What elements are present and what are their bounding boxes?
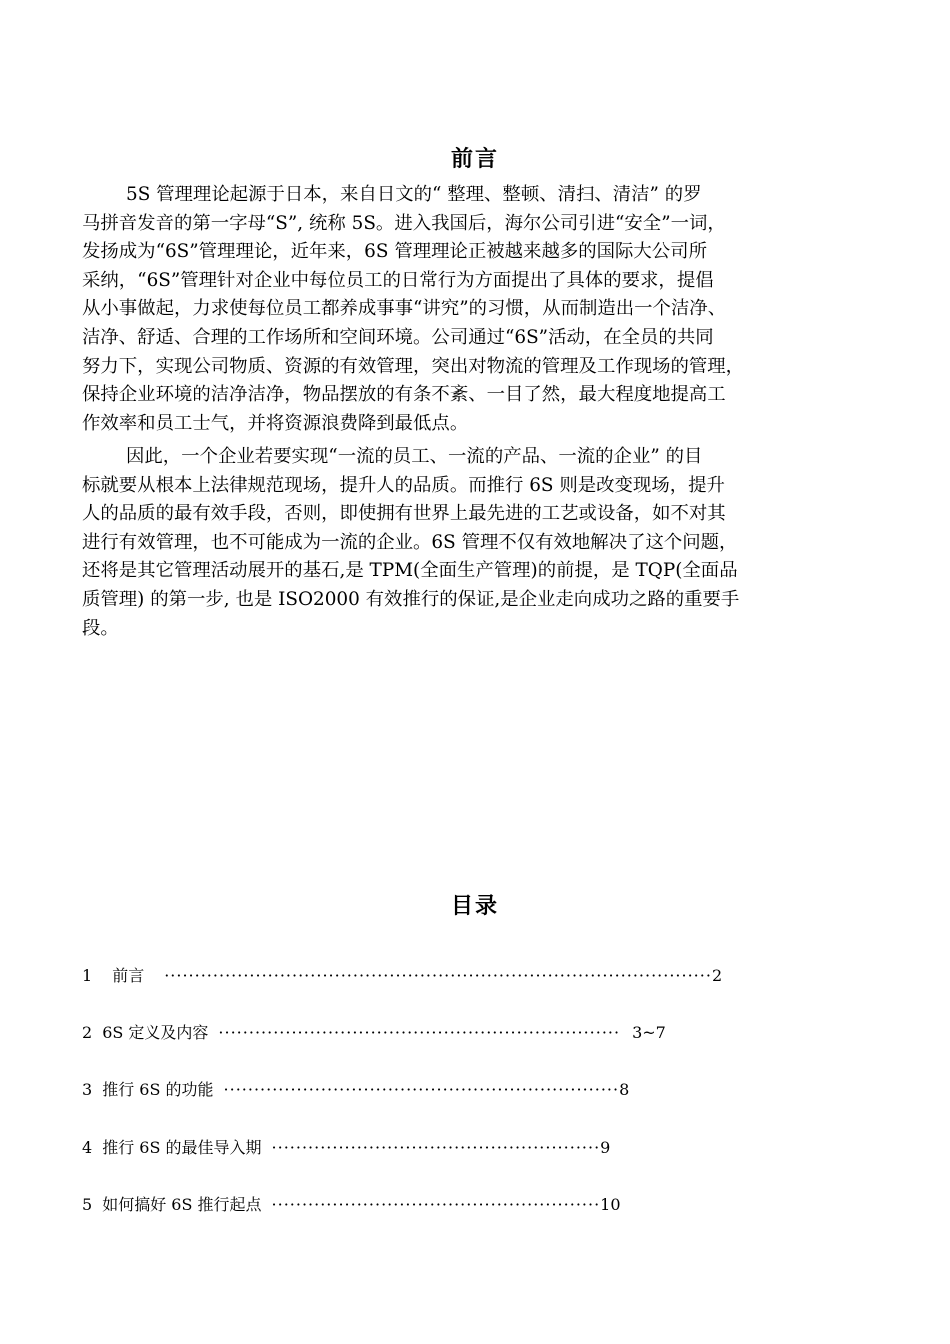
paragraph-line: 人的品质的最有效手段，否则，即使拥有世界上最先进的工艺或设备，如不对其 bbox=[82, 503, 726, 525]
toc-entry-label: 如何搞好 6S 推行起点 bbox=[102, 1195, 262, 1214]
paragraph-line: 还将是其它管理活动展开的基石,是 TPM(全面生产管理)的前提，是 TQP(全面品 bbox=[82, 560, 738, 582]
paragraph-line: 5S 管理理论起源于日本，来自日文的“ 整理、整顿、清扫、清洁” 的罗 bbox=[126, 184, 702, 205]
toc-entry-page: 3~7 bbox=[632, 1023, 666, 1042]
toc-dot-leader: ·························································································· bbox=[164, 966, 712, 985]
toc-entry-page: 2 bbox=[711, 966, 723, 985]
toc-entry-page: 8 bbox=[619, 1080, 630, 1099]
paragraph-line: 马拼音发音的第一字母“S”, 统称 5S。进入我国后，海尔公司引进“安全”一词， bbox=[82, 212, 726, 234]
toc-dot-leader: ······················································ bbox=[271, 1195, 601, 1214]
toc-entry[interactable] bbox=[82, 1020, 666, 1043]
toc-entry-number: 5 bbox=[82, 1195, 93, 1214]
paragraph-line: 努力下，实现公司物质、资源的有效管理，突出对物流的管理及工作现场的管理， bbox=[82, 355, 745, 377]
preface-paragraph-2 bbox=[82, 443, 878, 643]
toc-entry-number: 2 bbox=[82, 1023, 93, 1042]
paragraph-line: 段。 bbox=[82, 617, 119, 639]
toc-entry-number: 4 bbox=[82, 1138, 93, 1157]
toc-title: 目录 bbox=[450, 894, 499, 919]
paragraph-line: 进行有效管理，也不可能成为一流的企业。6S 管理不仅有效地解决了这个问题， bbox=[82, 531, 738, 553]
toc-dot-leader: ································································· bbox=[223, 1080, 620, 1099]
paragraph-line: 洁净、舒适、合理的工作场所和空间环境。公司通过“6S”活动，在全员的共同 bbox=[82, 326, 714, 348]
preface-title: 前言 bbox=[450, 147, 499, 172]
toc-entry-page: 9 bbox=[600, 1138, 611, 1157]
toc-entry-label: 推行 6S 的最佳导入期 bbox=[102, 1138, 262, 1157]
toc-entry-label: 前言 bbox=[112, 966, 145, 985]
paragraph-line: 因此，一个企业若要实现“一流的员工、一流的产品、一流的企业” 的目 bbox=[126, 446, 703, 467]
toc-entry[interactable] bbox=[82, 963, 722, 986]
toc-entry[interactable] bbox=[82, 1077, 629, 1100]
paragraph-line: 标就要从根本上法律规范现场，提升人的品质。而推行 6S 则是改变现场，提升 bbox=[82, 474, 725, 496]
toc-entry-number: 1 bbox=[82, 966, 93, 985]
paragraph-line: 作效率和员工士气，并将资源浪费降到最低点。 bbox=[82, 412, 469, 434]
paragraph-line: 发扬成为“6S”管理理论，近年来，6S 管理理论正被越来越多的国际大公司所 bbox=[82, 241, 707, 263]
paragraph-line: 从小事做起，力求使每位员工都养成事事“讲究”的习惯，从而制造出一个洁净、 bbox=[82, 298, 727, 320]
toc-dot-leader: ······················································ bbox=[271, 1138, 601, 1157]
toc-entry-label: 推行 6S 的功能 bbox=[102, 1080, 214, 1099]
paragraph-line: 保持企业环境的洁净洁净，物品摆放的有条不紊、一目了然，最大程度地提高工 bbox=[82, 384, 726, 406]
toc-dot-leader: ·································································· bbox=[218, 1023, 621, 1042]
toc-entry-label: 6S 定义及内容 bbox=[102, 1023, 209, 1042]
toc-entry-page: 10 bbox=[600, 1195, 621, 1214]
paragraph-line: 采纳，“6S”管理针对企业中每位员工的日常行为方面提出了具体的要求，提倡 bbox=[82, 269, 714, 291]
toc-entry[interactable] bbox=[82, 1135, 610, 1158]
toc-entry[interactable] bbox=[82, 1192, 621, 1215]
toc-entry-number: 3 bbox=[82, 1080, 93, 1099]
preface-paragraph-1 bbox=[82, 181, 878, 438]
paragraph-line: 质管理) 的第一步, 也是 ISO2000 有效推行的保证,是企业走向成功之路的重要手 bbox=[82, 588, 740, 610]
